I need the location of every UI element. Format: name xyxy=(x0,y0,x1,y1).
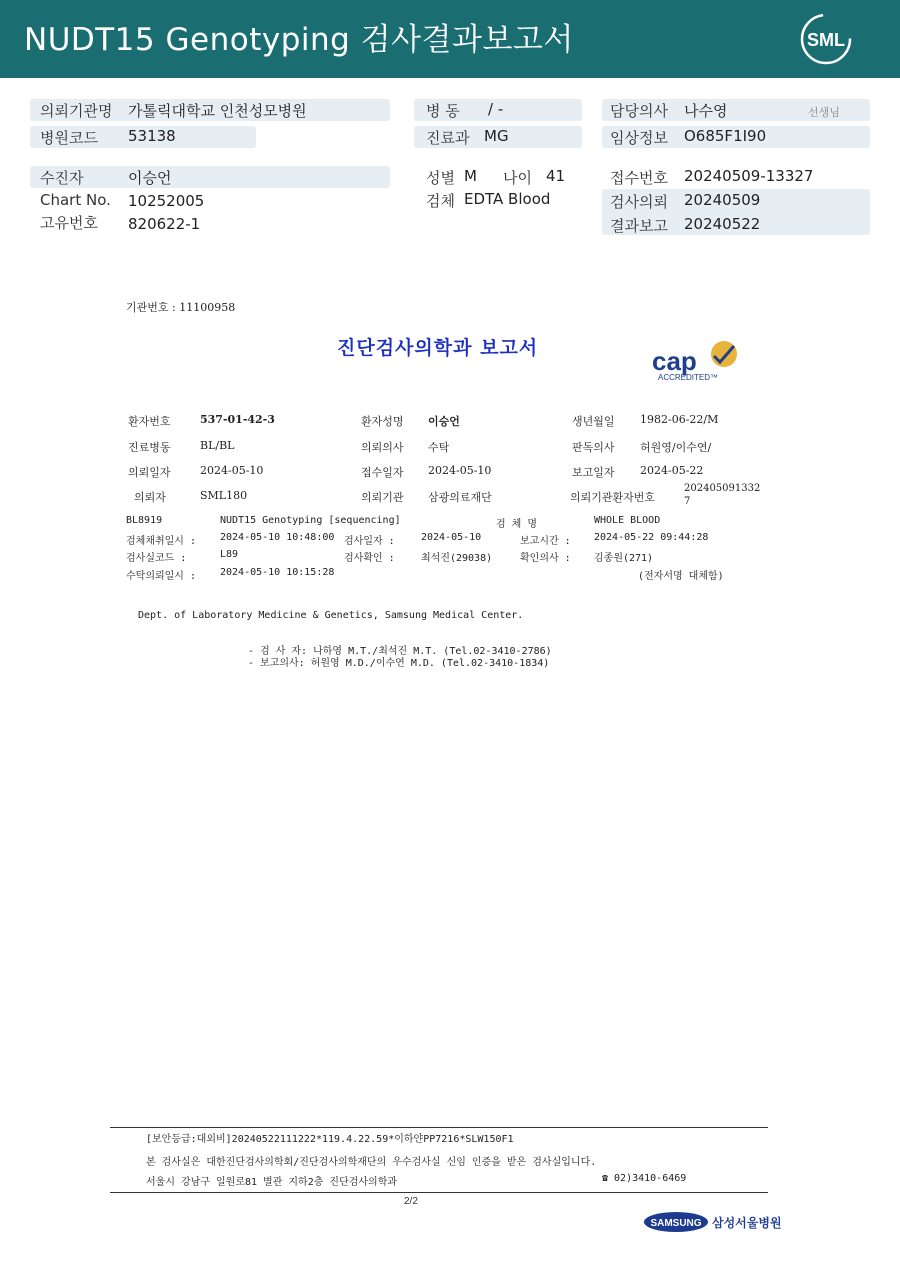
requester-label: 의뢰자 xyxy=(134,491,166,504)
patient-value: 이승언 xyxy=(128,169,172,187)
footer-top-rule xyxy=(110,1127,768,1128)
reader-label: 판독의사 xyxy=(572,441,615,454)
req-doctor-label: 의뢰의사 xyxy=(361,441,404,454)
confirm-label: 검사확인 : xyxy=(344,553,395,564)
tester-line: - 검 사 자: 나하영 M.T./최석진 M.T. (Tel.02-3410-2786) xyxy=(248,646,552,657)
hospital-code-value: 53138 xyxy=(128,127,176,145)
sex-value: M xyxy=(464,167,477,185)
page-number: 2/2 xyxy=(404,1196,418,1207)
doctor-label: 담당의사 xyxy=(610,102,668,120)
ward-r: BL/BL xyxy=(200,439,235,452)
doctor-suffix: 선생님 xyxy=(808,106,840,119)
ward-value: / - xyxy=(488,100,504,118)
birth-label: 생년월일 xyxy=(572,415,615,428)
sex-label: 성별 xyxy=(426,169,455,187)
test-date: 2024-05-10 xyxy=(421,532,482,543)
footer-bottom-rule xyxy=(110,1192,768,1193)
patient-name-label: 환자성명 xyxy=(361,415,404,428)
recv-date-label: 접수일자 xyxy=(361,466,404,479)
report-heading: 진단검사의학과 보고서 xyxy=(337,337,539,359)
samsung-hospital-logo xyxy=(644,1210,782,1234)
clinical-value: O685F1I90 xyxy=(684,127,767,145)
result-value: 20240522 xyxy=(684,215,761,233)
req-inst: 삼광의료재단 xyxy=(428,491,492,504)
report-time: 2024-05-22 09:44:28 xyxy=(594,532,709,543)
result-label: 결과보고 xyxy=(610,217,668,235)
unique-label: 고유번호 xyxy=(40,214,98,232)
chart-label: Chart No. xyxy=(40,191,111,209)
clinical-label: 임상정보 xyxy=(610,129,668,147)
dept-line: Dept. of Laboratory Medicine & Genetics, Samsung Medical Center. xyxy=(138,610,524,621)
cap-logo-text: cap xyxy=(652,346,697,376)
patient-name: 이승언 xyxy=(428,415,460,428)
report-date: 2024-05-22 xyxy=(640,464,704,477)
phone-line: ☎ 02)3410-6469 xyxy=(602,1173,687,1184)
cap-accredited-logo xyxy=(650,340,744,382)
reporter-line: - 보고의사: 허원영 M.D./이수연 M.D. (Tel.02-3410-1834) xyxy=(248,658,550,669)
ward-label: 병 동 xyxy=(426,102,460,120)
request-label: 검사의뢰 xyxy=(610,193,668,211)
specimen-value: EDTA Blood xyxy=(464,190,551,208)
test-code: BL8919 xyxy=(126,515,163,526)
req-inst-label: 의뢰기관 xyxy=(361,491,404,504)
specimen-name: WHOLE BLOOD xyxy=(594,515,661,526)
report-date-label: 보고일자 xyxy=(572,466,615,479)
age-label: 나이 xyxy=(503,169,532,187)
esign-note: (전자서명 대체함) xyxy=(638,571,724,582)
consign-label: 수탁의뢰일시 : xyxy=(126,571,197,582)
dept-label: 진료과 xyxy=(426,129,470,147)
requester: SML180 xyxy=(200,489,248,502)
confirm-doc: 김종원(271) xyxy=(594,553,654,564)
institution-value: 가톨릭대학교 인천성모병원 xyxy=(128,102,307,120)
test-date-label: 검사일자 : xyxy=(344,536,395,547)
req-date: 2024-05-10 xyxy=(200,464,264,477)
patient-no-label: 환자번호 xyxy=(128,415,171,428)
ward-label-r: 진료병동 xyxy=(128,441,171,454)
collect: 2024-05-10 10:48:00 xyxy=(220,532,335,543)
confirm: 최석진(29038) xyxy=(421,553,493,564)
receipt-label: 접수번호 xyxy=(610,169,668,187)
request-value: 20240509 xyxy=(684,191,761,209)
report-time-label: 보고시간 : xyxy=(520,536,571,547)
report-title: NUDT15 Genotyping 검사결과보고서 xyxy=(24,22,574,58)
req-date-label: 의뢰일자 xyxy=(128,466,171,479)
reader: 허원영/이수연/ xyxy=(640,441,712,454)
dept-value: MG xyxy=(484,127,509,145)
test-name: NUDT15 Genotyping [sequencing] xyxy=(220,515,401,526)
req-inst-no-label: 의뢰기관환자번호 xyxy=(570,491,656,504)
req-inst-no-line2: 7 xyxy=(684,496,691,507)
recv-date: 2024-05-10 xyxy=(428,464,492,477)
req-doctor: 수탁 xyxy=(428,441,450,454)
patient-label: 수진자 xyxy=(40,169,84,187)
lab-code: L89 xyxy=(220,549,239,560)
institution-label: 의뢰기관명 xyxy=(40,102,113,120)
specimen-name-label: 검 체 명 xyxy=(496,519,538,530)
hospital-logo-text: 삼성서울병원 xyxy=(712,1216,782,1230)
birth: 1982-06-22/M xyxy=(640,413,719,426)
consign: 2024-05-10 10:15:28 xyxy=(220,567,335,578)
chart-value: 10252005 xyxy=(128,192,205,210)
cap-logo-subtext: ACCREDITED™ xyxy=(658,373,719,382)
age-value: 41 xyxy=(546,167,566,185)
samsung-logo-text: SAMSUNG xyxy=(650,1218,702,1229)
patient-box xyxy=(30,166,390,188)
confirm-doc-label: 확인의사 : xyxy=(520,553,571,564)
address-line: 서울시 강남구 일원로81 별관 지하2층 진단검사의학과 xyxy=(146,1177,398,1188)
req-inst-no-line1: 202405091332 xyxy=(684,483,761,494)
doctor-value: 나수영 xyxy=(684,102,728,120)
specimen-label: 검체 xyxy=(426,192,455,210)
lab-code-label: 검사실코드 : xyxy=(126,553,187,564)
unique-value: 820622-1 xyxy=(128,215,201,233)
receipt-value: 20240509-13327 xyxy=(684,167,814,185)
institution-number: 기관번호 : 11100958 xyxy=(126,301,236,314)
security-line: [보안등급:대외비]20240522111222*119.4.22.59*이하얀PP7216*SLW150F1 xyxy=(146,1134,514,1145)
hospital-code-label: 병원코드 xyxy=(40,129,98,147)
sml-logo-text: SML xyxy=(807,30,845,50)
patient-no: 537-01-42-3 xyxy=(200,413,275,426)
cert-line: 본 검사실은 대한진단검사의학회/진단검사의학재단의 우수검사실 신임 인증을 받은 검사실입니다. xyxy=(146,1157,597,1168)
collect-label: 검체채취일시 : xyxy=(126,536,197,547)
sml-logo xyxy=(800,13,852,65)
